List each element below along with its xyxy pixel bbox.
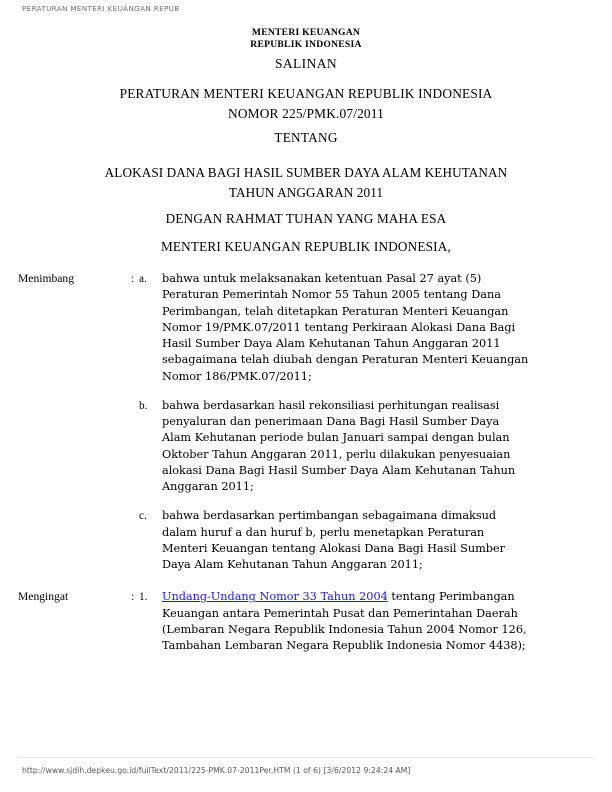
item-line: Oktober Tahun Anggaran 2011, perlu dilakukan penyesuaian [162,447,511,461]
menteri-line: MENTERI KEUANGAN REPUBLIK INDONESIA, [161,239,451,254]
mengingat-label: Mengingat [18,590,69,604]
item-line: alokasi Dana Bagi Hasil Sumber Daya Alam Kehutanan Tahun [162,463,516,477]
browser-print-header: PERATURAN MENTERI KEUANGAN REPUB [22,4,180,13]
undang-undang-link[interactable]: Undang-Undang Nomor 33 Tahun 2004 [162,590,388,604]
clauses-container [0,271,612,667]
subject-line-1: ALOKASI DANA BAGI HASIL SUMBER DAYA ALAM KEHUTANAN [104,165,508,180]
masthead [0,27,612,50]
list-item [0,589,612,654]
item-line: Peraturan Pemerintah Nomor 55 Tahun 2005 tentang Dana [162,288,501,302]
subject-line-2: TAHUN ANGGARAN 2011 [228,184,384,200]
item-line: Nomor 19/PMK.07/2011 tentang Perkiraan Alokasi Dana Bagi [162,320,516,334]
browser-status-line: http://www.sjdih.depkeu.go.id/fullText/2011/225-PMK.07-2011Per.HTM (1 of 6) [3/6/2012 9:24:24 AM] [22,766,411,775]
item-line: dalam huruf a dan huruf b, perlu menetapkan Peraturan [162,525,485,539]
title-line-1: PERATURAN MENTERI KEUANGAN REPUBLIK INDONESIA [119,86,493,101]
item-line: sebagaimana telah diubah dengan Peraturan Menteri Keuangan [162,353,529,367]
rahmat-line: DENGAN RAHMAT TUHAN YANG MAHA ESA [165,211,447,226]
page-title [0,84,612,123]
item-line: penyaluran dan penerimaan Dana Bagi Hasil Sumber Daya [162,415,500,428]
salinan-label: SALINAN [274,56,338,71]
list-item [0,398,612,496]
mengingat-item-list [0,589,612,654]
item-text [162,271,562,385]
menimbang-item-list [0,271,612,573]
clause-menimbang [0,271,612,573]
item-marker: b. [139,399,148,412]
item-line: Tambahan Lembaran Negara Republik Indonesia Nomor 4438); [162,639,526,652]
item-text [162,508,562,573]
item-marker: 1. [139,591,148,604]
item-text [162,589,562,654]
item-line: Daya Alam Kehutanan Tahun Anggaran 2011; [162,558,423,571]
item-line: (Lembaran Negara Republik Indonesia Tahun 2004 Nomor 126, [162,622,527,636]
item-line: Keuangan antara Pemerintah Pusat dan Pemerintahan Daerah [162,606,518,620]
menimbang-label: Menimbang [18,272,75,285]
list-item [0,508,612,573]
item-line: Alam Kehutanan periode bulan Januari sampai dengan bulan [162,431,510,445]
item-line: bahwa berdasarkan hasil rekonsiliasi perhitungan realisasi [162,398,500,412]
item-line: Menteri Keuangan tentang Alokasi Dana Bagi Hasil Sumber [162,541,505,555]
clause-mengingat [0,589,612,654]
item-marker: a. [139,273,147,285]
masthead-line-1: MENTERI KEUANGAN [251,27,361,38]
mengingat-colon: : [131,590,135,604]
item-line-rest: tentang Perimbangan [387,590,515,604]
item-line: bahwa untuk melaksanakan ketentuan Pasal 27 ayat (5) [162,272,482,285]
list-item [0,271,612,385]
item-line: Perimbangan, telah ditetapkan Peraturan Menteri Keuangan [162,304,509,318]
footer-divider [18,757,594,758]
menimbang-colon: : [131,272,135,285]
document-subject [0,163,612,202]
item-line-with-link [162,589,562,605]
item-line: bahwa berdasarkan pertimbangan sebagaimana dimaksud [162,509,497,523]
title-line-2: NOMOR 225/PMK.07/2011 [228,105,384,121]
item-marker: c. [139,510,147,523]
item-line: Hasil Sumber Daya Alam Kehutanan Tahun Anggaran 2011 [162,337,501,350]
item-text [162,398,562,496]
masthead-line-2: REPUBLIK INDONESIA [250,38,362,50]
item-line: Nomor 186/PMK.07/2011; [162,369,312,383]
item-line: Anggaran 2011; [162,480,254,493]
tentang-label: TENTANG [274,130,338,145]
